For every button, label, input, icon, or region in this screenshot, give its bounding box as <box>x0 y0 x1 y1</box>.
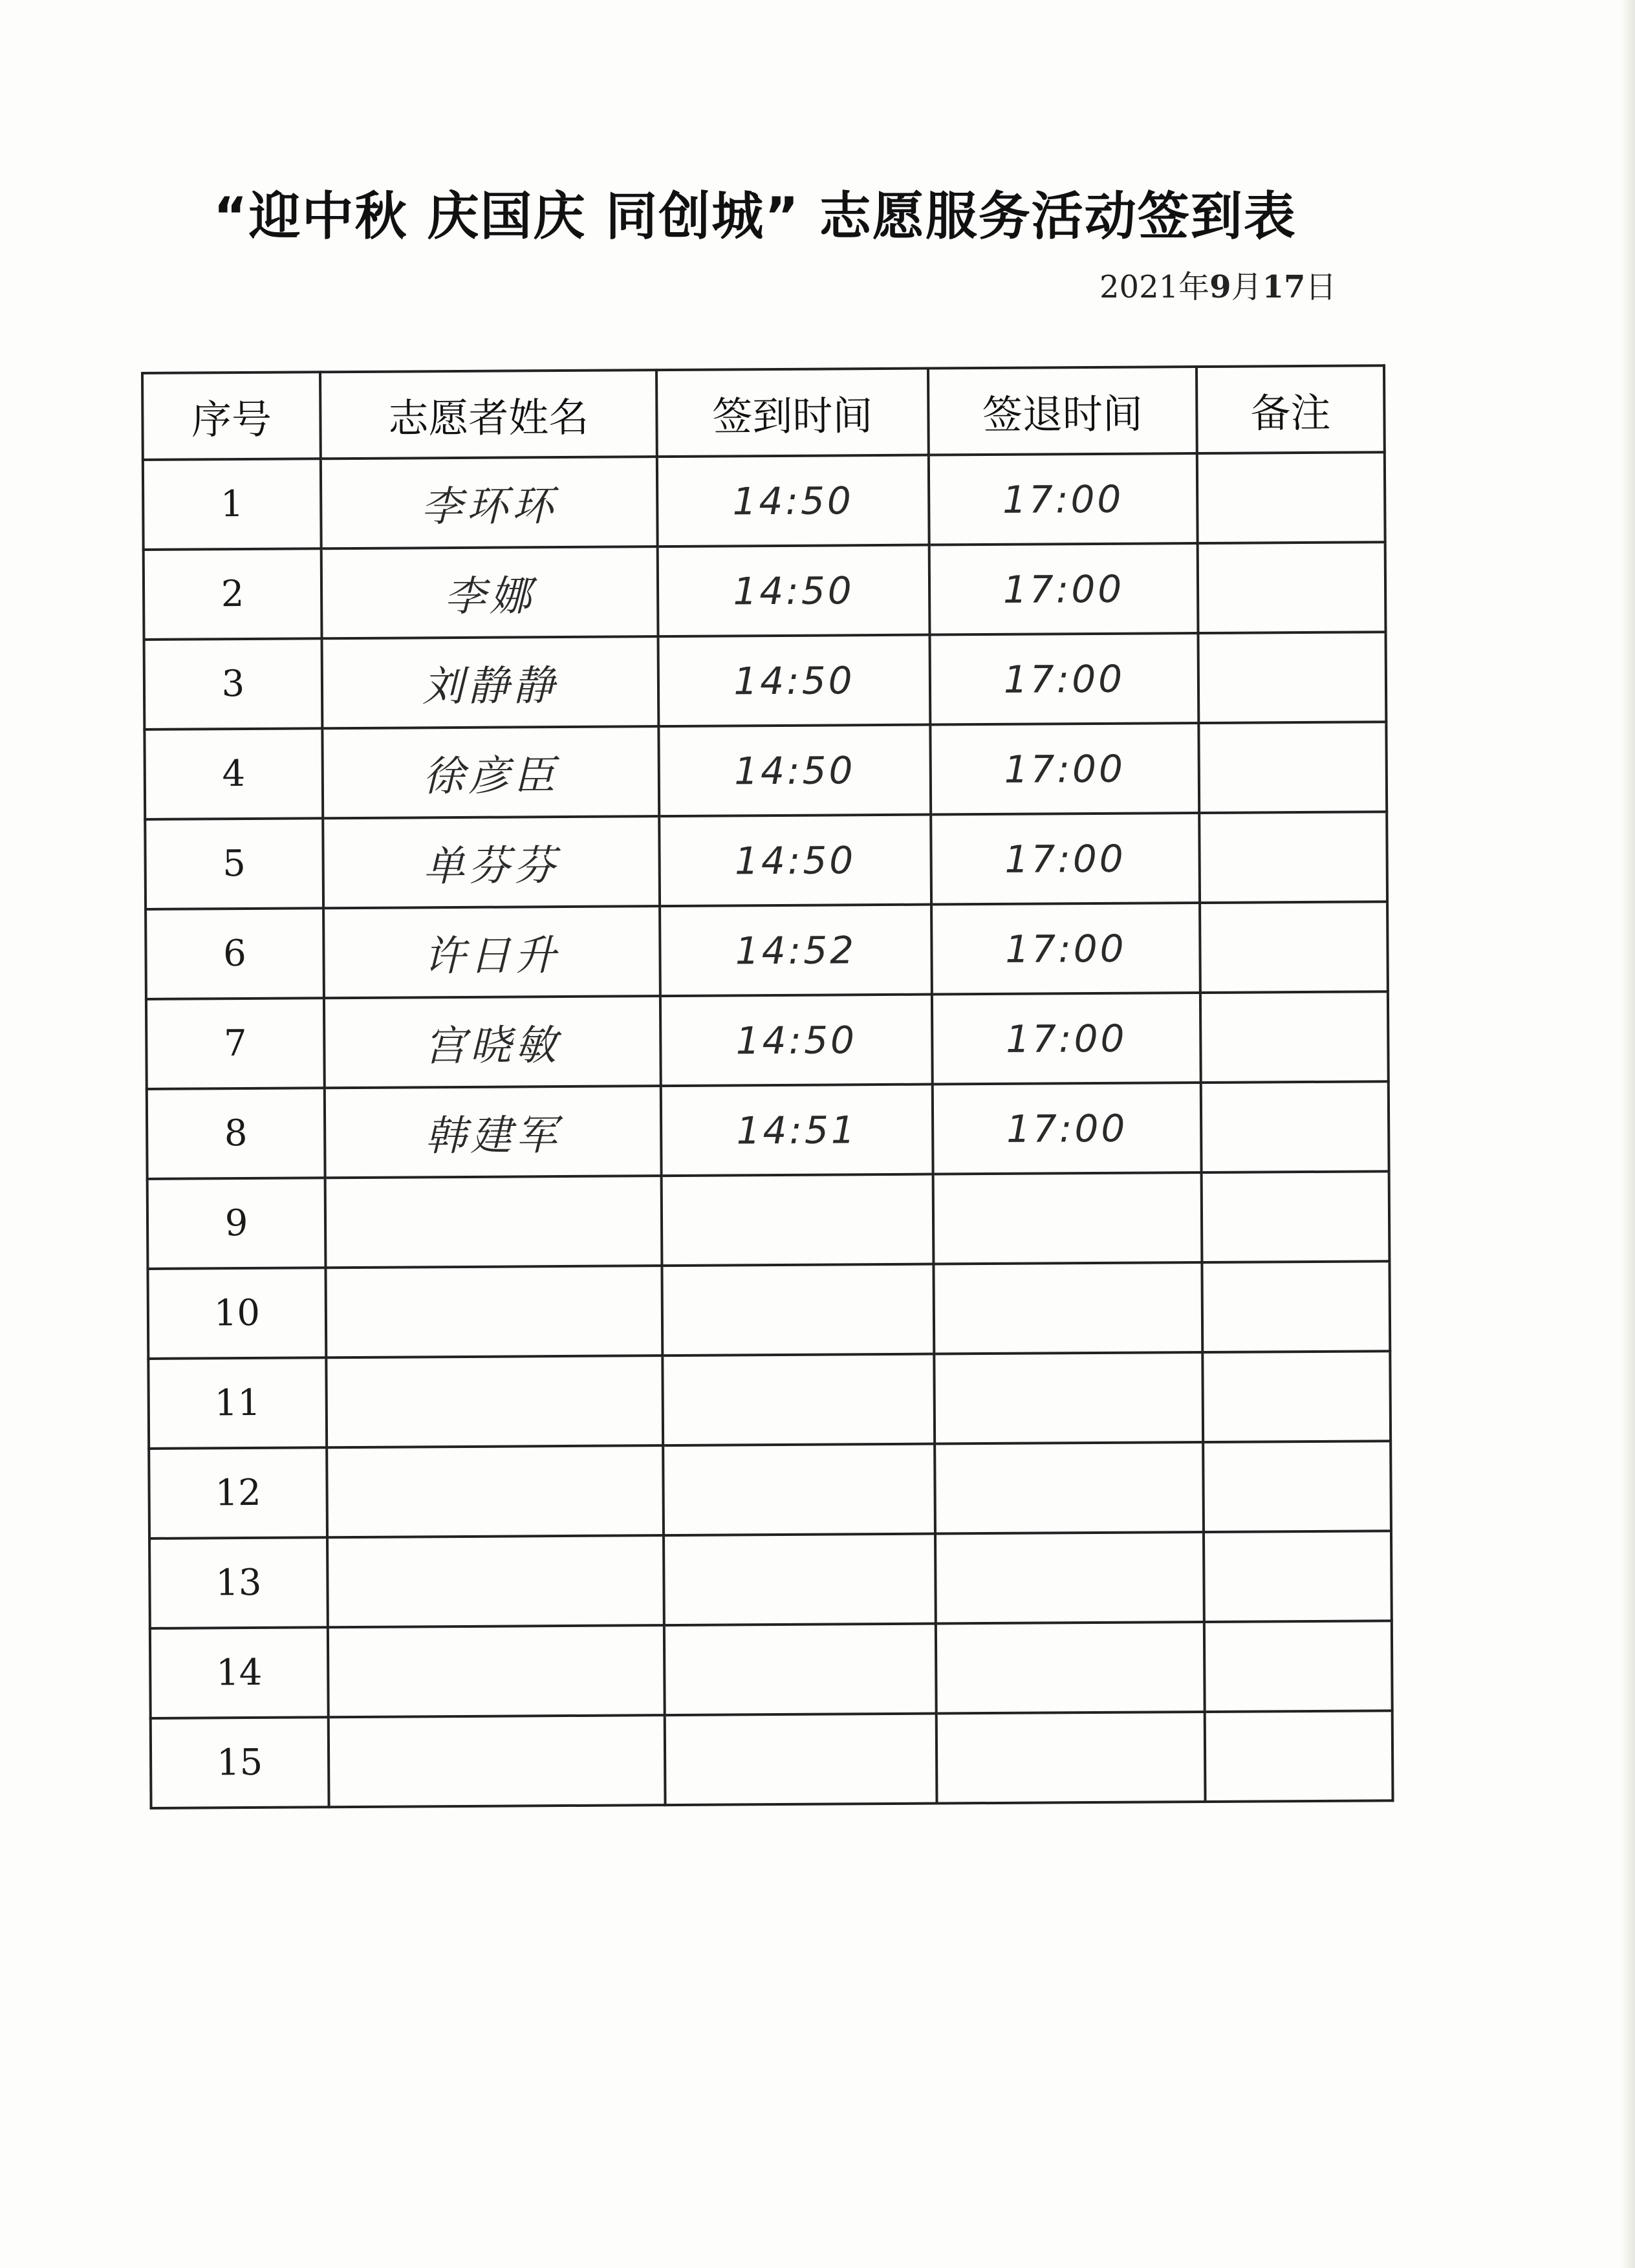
row-index: 15 <box>151 1717 329 1808</box>
note <box>1202 1171 1390 1262</box>
table-row <box>143 452 1385 550</box>
table-row <box>149 1441 1391 1539</box>
table-row <box>151 1711 1393 1808</box>
row-index: 9 <box>147 1178 326 1269</box>
note <box>1202 1351 1391 1442</box>
signout-time: 17:00 <box>930 633 1199 725</box>
volunteer-name <box>327 1535 664 1627</box>
table-row <box>145 812 1387 909</box>
note <box>1204 1621 1392 1712</box>
signin-time <box>664 1534 936 1626</box>
signout-time: 17:00 <box>933 1083 1202 1174</box>
row-index: 14 <box>150 1627 329 1718</box>
volunteer-name <box>329 1715 666 1807</box>
signin-time: 14:50 <box>657 455 929 547</box>
header-index: 序号 <box>142 372 321 460</box>
signout-time <box>934 1352 1203 1444</box>
table-row <box>147 1171 1390 1269</box>
date-month-unit: 月 <box>1231 269 1262 305</box>
signin-time <box>662 1354 935 1446</box>
table-body <box>143 452 1393 1808</box>
signin-time <box>662 1264 934 1356</box>
row-index: 1 <box>143 459 321 550</box>
volunteer-name <box>325 1266 662 1357</box>
table-row <box>144 722 1387 819</box>
volunteer-name: 单芬芬 <box>323 816 660 908</box>
document-title: “迎中秋 庆国庆 同创城” 志愿服务活动签到表 <box>213 186 1297 246</box>
signin-time: 14:52 <box>660 905 932 997</box>
header-name: 志愿者姓名 <box>320 370 657 459</box>
signin-time <box>665 1714 937 1806</box>
table-row <box>150 1621 1392 1718</box>
volunteer-name: 韩建军 <box>325 1086 662 1178</box>
row-index: 10 <box>147 1268 326 1359</box>
signout-time <box>935 1442 1204 1534</box>
note <box>1204 1531 1392 1622</box>
table-row <box>146 902 1388 999</box>
note <box>1205 1711 1393 1802</box>
table-row <box>149 1531 1392 1628</box>
signin-time: 14:50 <box>659 815 931 907</box>
volunteer-name: 李环环 <box>321 457 658 548</box>
row-index: 6 <box>146 908 324 999</box>
table-row <box>147 1261 1390 1359</box>
note <box>1200 902 1388 993</box>
table-row <box>147 1081 1389 1179</box>
volunteer-name <box>328 1625 665 1717</box>
note <box>1198 632 1386 723</box>
row-index: 3 <box>144 638 323 729</box>
note <box>1200 991 1389 1083</box>
row-index: 13 <box>149 1537 328 1628</box>
note <box>1203 1441 1391 1532</box>
row-index: 5 <box>145 818 323 909</box>
table-header-row <box>142 365 1385 460</box>
row-index: 4 <box>144 728 323 819</box>
row-index: 2 <box>144 548 322 640</box>
signout-time: 17:00 <box>929 453 1198 545</box>
note <box>1202 1261 1390 1352</box>
signin-time: 14:50 <box>660 995 933 1086</box>
row-index: 11 <box>148 1357 327 1449</box>
signout-time <box>933 1172 1202 1264</box>
volunteer-name: 刘静静 <box>322 636 659 728</box>
date-month: 9 <box>1209 269 1231 305</box>
date-year: 2021年 <box>1099 269 1210 305</box>
signin-time <box>663 1444 935 1536</box>
signout-time <box>937 1712 1206 1804</box>
note <box>1199 812 1387 903</box>
table-row <box>144 632 1387 729</box>
signin-time <box>662 1174 934 1266</box>
signin-time <box>664 1624 937 1716</box>
signout-time: 17:00 <box>932 993 1201 1085</box>
volunteer-name <box>326 1355 663 1447</box>
note <box>1201 1081 1389 1172</box>
table-row <box>144 542 1386 640</box>
signin-time: 14:50 <box>658 635 931 727</box>
header-note: 备注 <box>1196 365 1385 453</box>
row-index: 8 <box>147 1088 325 1179</box>
note <box>1198 542 1386 633</box>
volunteer-name: 徐彦臣 <box>322 726 659 818</box>
table-row <box>148 1351 1391 1449</box>
signin-table <box>141 364 1394 1809</box>
signin-time: 14:50 <box>658 545 930 637</box>
row-index: 7 <box>146 998 325 1089</box>
row-index: 12 <box>149 1447 327 1539</box>
signout-time <box>933 1262 1202 1354</box>
date-day: 17 <box>1262 269 1306 305</box>
header-signout-time: 签退时间 <box>928 367 1197 455</box>
signout-time <box>935 1532 1204 1624</box>
volunteer-name: 李娜 <box>321 546 658 638</box>
volunteer-name: 宫晓敏 <box>324 996 661 1088</box>
signout-time: 17:00 <box>931 813 1200 905</box>
note <box>1197 452 1385 543</box>
table-row <box>146 991 1389 1089</box>
page-edge-shadow <box>1621 0 1635 2268</box>
signin-time: 14:50 <box>658 725 931 817</box>
signout-time <box>936 1622 1205 1714</box>
signin-time: 14:51 <box>661 1085 933 1176</box>
signin-table-container <box>141 364 1391 1791</box>
date-day-unit: 日 <box>1305 269 1337 305</box>
signout-time: 17:00 <box>929 543 1198 635</box>
volunteer-name <box>325 1176 662 1268</box>
note <box>1198 722 1387 813</box>
volunteer-name <box>327 1445 664 1537</box>
volunteer-name: 许日升 <box>323 906 660 998</box>
header-signin-time: 签到时间 <box>656 369 929 457</box>
signout-time: 17:00 <box>930 723 1199 815</box>
signout-time: 17:00 <box>931 903 1200 995</box>
document-date <box>1099 262 1336 307</box>
